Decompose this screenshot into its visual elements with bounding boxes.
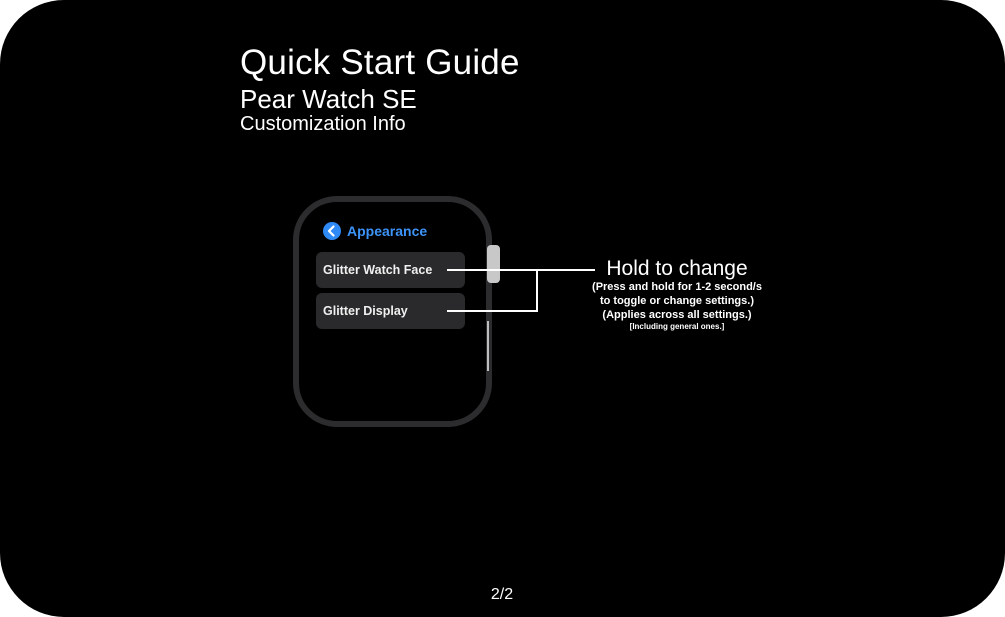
digital-crown[interactable] [487,245,500,283]
guide-title: Quick Start Guide [240,43,520,82]
callout-line: (Applies across all settings.) [602,309,752,321]
product-name: Pear Watch SE [240,84,417,114]
callout-line: to toggle or change settings.) [599,295,754,307]
callout-description [575,280,779,322]
section-name: Customization Info [240,113,406,135]
side-button[interactable] [487,321,489,371]
connector-line-vertical [536,269,538,312]
page-indicator: 2/2 [490,586,514,603]
callout-line: (Press and hold for 1-2 second/s [592,281,762,293]
watch-screen-header: Appearance [347,223,428,239]
connector-line-display [447,310,538,312]
setting-glitter-display[interactable]: Glitter Display [316,293,465,329]
chevron-left-icon[interactable] [323,222,341,240]
callout-title: Hold to change [606,257,748,280]
connector-line-watch-face [447,269,595,271]
setting-glitter-watch-face[interactable]: Glitter Watch Face [316,252,465,288]
callout-note: [Including general ones.] [629,322,725,331]
